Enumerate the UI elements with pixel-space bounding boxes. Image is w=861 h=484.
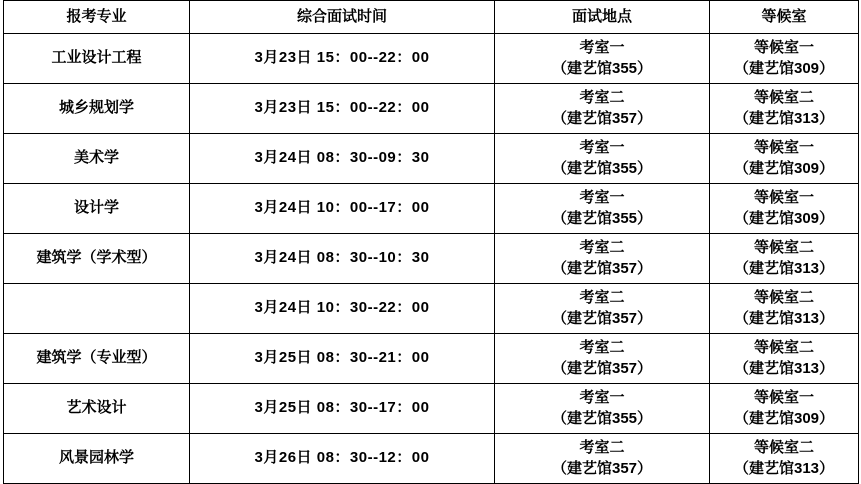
cell-time: 3月26日 08：30--12：00 — [190, 434, 495, 484]
location-room: 考室二 — [579, 239, 625, 257]
cell-location — [495, 184, 710, 234]
cell-location — [495, 34, 710, 84]
waiting-room-building: （建艺馆313） — [733, 109, 835, 127]
cell-waiting-room — [710, 284, 859, 334]
waiting-room-building: （建艺馆309） — [733, 409, 835, 427]
cell-location — [495, 234, 710, 284]
waiting-room-name: 等候室一 — [753, 389, 814, 407]
location-building: （建艺馆357） — [551, 359, 653, 377]
cell-waiting-room — [710, 234, 859, 284]
location-room: 考室二 — [579, 289, 625, 307]
interview-schedule-table — [3, 0, 859, 484]
location-building: （建艺馆355） — [551, 209, 653, 227]
table-row — [4, 184, 859, 234]
table-row — [4, 284, 859, 334]
waiting-room-building: （建艺馆313） — [733, 359, 835, 377]
location-building: （建艺馆357） — [551, 259, 653, 277]
column-header-waiting-room: 等候室 — [710, 1, 859, 34]
location-building: （建艺馆355） — [551, 409, 653, 427]
waiting-room-building: （建艺馆309） — [733, 59, 835, 77]
location-room: 考室二 — [579, 439, 625, 457]
location-room: 考室二 — [579, 89, 625, 107]
cell-waiting-room — [710, 84, 859, 134]
location-building: （建艺馆357） — [551, 109, 653, 127]
cell-waiting-room — [710, 334, 859, 384]
cell-location — [495, 384, 710, 434]
location-building: （建艺馆357） — [551, 309, 653, 327]
cell-major: 艺术设计 — [4, 384, 190, 434]
waiting-room-building: （建艺馆313） — [733, 459, 835, 477]
cell-major: 工业设计工程 — [4, 34, 190, 84]
cell-time: 3月23日 15：00--22：00 — [190, 84, 495, 134]
waiting-room-name: 等候室二 — [753, 439, 814, 457]
cell-location — [495, 134, 710, 184]
cell-time: 3月25日 08：30--17：00 — [190, 384, 495, 434]
table-row — [4, 334, 859, 384]
location-building: （建艺馆355） — [551, 159, 653, 177]
location-building: （建艺馆357） — [551, 459, 653, 477]
cell-time: 3月24日 10：00--17：00 — [190, 184, 495, 234]
cell-waiting-room — [710, 134, 859, 184]
waiting-room-building: （建艺馆313） — [733, 309, 835, 327]
cell-waiting-room — [710, 184, 859, 234]
cell-time: 3月23日 15：00--22：00 — [190, 34, 495, 84]
cell-major: 城乡规划学 — [4, 84, 190, 134]
cell-location — [495, 434, 710, 484]
cell-waiting-room — [710, 34, 859, 84]
location-room: 考室一 — [579, 39, 625, 57]
waiting-room-building: （建艺馆309） — [733, 209, 835, 227]
table-row — [4, 34, 859, 84]
cell-major: 美术学 — [4, 134, 190, 184]
column-header-time: 综合面试时间 — [190, 1, 495, 34]
cell-waiting-room — [710, 434, 859, 484]
table-header-row — [4, 1, 859, 34]
waiting-room-name: 等候室一 — [753, 189, 814, 207]
cell-time: 3月24日 08：30--09：30 — [190, 134, 495, 184]
waiting-room-building: （建艺馆313） — [733, 259, 835, 277]
location-room: 考室一 — [579, 139, 625, 157]
cell-location — [495, 284, 710, 334]
table-row — [4, 84, 859, 134]
cell-major: 风景园林学 — [4, 434, 190, 484]
waiting-room-name: 等候室二 — [753, 239, 814, 257]
table-row — [4, 434, 859, 484]
cell-time: 3月25日 08：30--21：00 — [190, 334, 495, 384]
waiting-room-name: 等候室二 — [753, 289, 814, 307]
column-header-major: 报考专业 — [4, 1, 190, 34]
cell-major: 建筑学（学术型） — [4, 234, 190, 284]
column-header-location: 面试地点 — [495, 1, 710, 34]
table-body — [4, 34, 859, 484]
waiting-room-name: 等候室一 — [753, 139, 814, 157]
location-room: 考室一 — [579, 189, 625, 207]
table-row — [4, 384, 859, 434]
cell-waiting-room — [710, 384, 859, 434]
cell-location — [495, 334, 710, 384]
waiting-room-building: （建艺馆309） — [733, 159, 835, 177]
cell-major: 建筑学（专业型） — [4, 334, 190, 384]
cell-time: 3月24日 10：30--22：00 — [190, 284, 495, 334]
location-room: 考室二 — [579, 339, 625, 357]
cell-time: 3月24日 08：30--10：30 — [190, 234, 495, 284]
cell-major — [4, 284, 190, 334]
waiting-room-name: 等候室二 — [753, 89, 814, 107]
cell-location — [495, 84, 710, 134]
waiting-room-name: 等候室一 — [753, 39, 814, 57]
location-room: 考室一 — [579, 389, 625, 407]
cell-major: 设计学 — [4, 184, 190, 234]
table-header — [4, 1, 859, 34]
table-row — [4, 134, 859, 184]
location-building: （建艺馆355） — [551, 59, 653, 77]
waiting-room-name: 等候室二 — [753, 339, 814, 357]
table-row — [4, 234, 859, 284]
